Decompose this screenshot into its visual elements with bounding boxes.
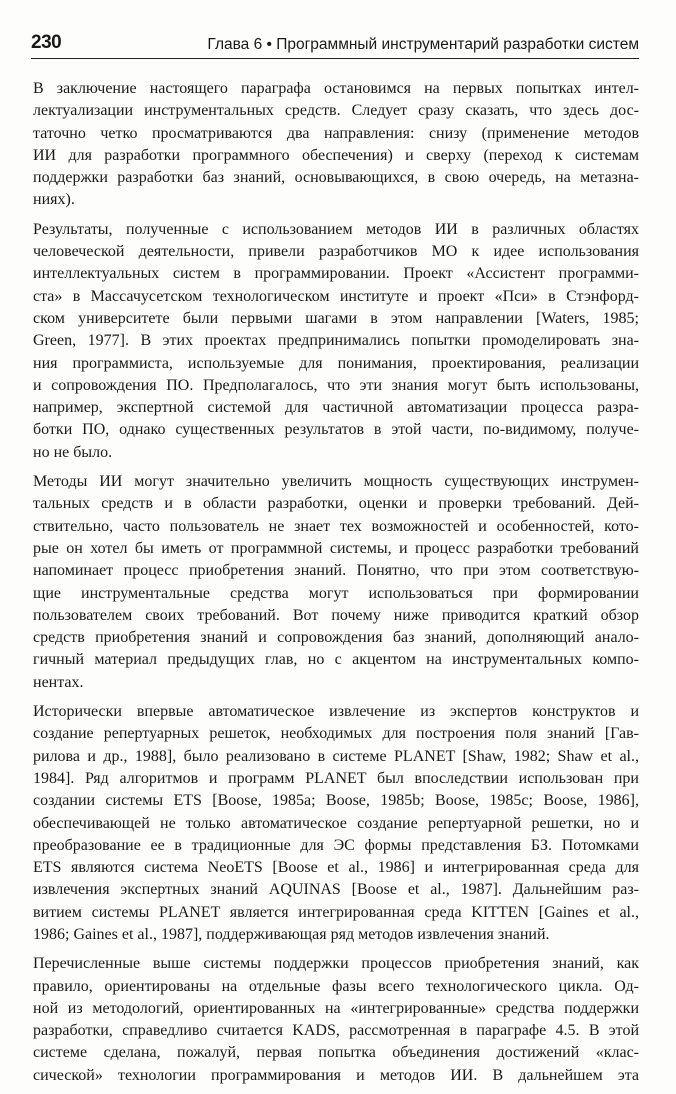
text-line: лектуализации инструментальных средств. Следует сразу сказать, что здесь дос- <box>33 102 639 120</box>
text-line: Результаты, полученные с использованием методов ИИ в различных областях <box>33 220 639 238</box>
text-line: щие инструментальные средства могут использоваться при формировании <box>33 584 639 602</box>
text-line: человеческой деятельности, привели разработчиков МО к идее использования <box>33 243 639 261</box>
text-line: В заключение настоящего параграфа остановимся на первых попытках интел- <box>33 80 639 97</box>
text-line: ИИ для разработки программного обеспечения) и сверху (переход к системам <box>33 146 639 164</box>
text-line: системе сделана, пожалуй, первая попытка объединения достижений «клас- <box>33 1044 639 1062</box>
text-line: напоминает процесс приобретения знаний. Понятно, что при этом соответствую- <box>33 562 639 580</box>
text-line: ния программиста, используемые для понимания, проектирования, реализации <box>33 354 639 372</box>
running-title: Глава 6 • Программный инструментарий разработки систем <box>207 36 639 53</box>
text-line: извлечения экспертных знаний AQUINAS [Boose et al., 1987]. Дальнейшим раз- <box>33 881 639 899</box>
paragraph <box>33 219 639 464</box>
text-line: разработки, справедливо считается KADS, рассмотренная в параграфе 4.5. В этой <box>33 1022 639 1040</box>
text-line: и сопровождения ПО. Предполагалось, что эти знания могут быть использованы, <box>33 376 639 394</box>
text-line: гичный материал предыдущих глав, но с акцентом на инструментальных компо- <box>33 651 639 669</box>
text-line: ETS являются система NeoETS [Boose et al., 1986] и интегрированная среда для <box>33 859 639 877</box>
text-line: преобразование ее в традиционные для ЭС формы представления БЗ. Потомками <box>33 836 639 854</box>
text-line: 1984]. Ряд алгоритмов и программ PLANET был впоследствии использован при <box>33 769 639 787</box>
text-line: правило, ориентированы на отдельные фазы всего технологического цикла. Од- <box>33 977 639 995</box>
paragraph <box>33 471 639 694</box>
text-line: тальных средств и в области разработки, оценки и проверки требований. Дей- <box>33 495 639 513</box>
text-line: рилова и др., 1988], было реализовано в системе PLANET [Shaw, 1982; Shaw et al., <box>33 747 639 765</box>
text-line: 1986; Gaines et al., 1987], поддерживающая ряд методов извлечения знаний. <box>33 925 550 943</box>
text-line: ста» в Массачусетском технологическом институте и проект «Пси» в Стэнфорд- <box>33 287 639 305</box>
text-line: ботки ПО, однако существенных результатов в этой части, по-видимому, получе- <box>33 421 639 439</box>
paragraph <box>33 701 639 946</box>
text-line: Исторически впервые автоматическое извлечение из экспертов конструктов и <box>33 703 639 721</box>
text-line: ниях). <box>33 191 75 209</box>
paragraph <box>33 78 639 212</box>
paragraph <box>33 953 639 1087</box>
text-line: но не было. <box>33 443 113 461</box>
text-line: таточно четко просматриваются два направления: снизу (применение методов <box>33 124 639 142</box>
running-header <box>31 32 639 59</box>
text-line: ствительно, часто пользователь не знает тех возможностей и особенностей, кото- <box>33 517 639 535</box>
text-line: создание репертуарных решеток, необходимых для построения поля знаний [Гав- <box>33 725 639 743</box>
text-line: ной из методологий, ориентированных на «интегрированные» средства поддержки <box>33 999 639 1017</box>
text-line: интеллектуальных систем в программировании. Проект «Ассистент программи- <box>33 265 639 283</box>
text-line: витием системы PLANET является интегрированная среда KITTEN [Gaines et al., <box>33 903 639 921</box>
text-line: Green, 1977]. В этих проектах предпринимались попытки промоделировать зна- <box>33 332 639 350</box>
text-line: создании системы ETS [Boose, 1985a; Boose, 1985b; Boose, 1985c; Boose, 1986], <box>33 792 639 810</box>
page-body <box>33 78 639 1094</box>
text-line: поддержки разработки баз знаний, основывающихся, в свою очередь, на метазна- <box>33 169 639 187</box>
text-line: ском университете были первыми шагами в этом направлении [Waters, 1985; <box>33 309 639 327</box>
text-line: средств приобретения знаний и сопровождения баз знаний, дополняющий анало- <box>33 629 639 647</box>
text-line: рые он хотел бы иметь от программной системы, и процесс разработки требований <box>33 539 639 557</box>
text-line: пользователем своих требований. Вот почему ниже приводится краткий обзор <box>33 606 639 624</box>
text-line: сической» технологии программирования и методов ИИ. В дальнейшем эта <box>33 1066 639 1084</box>
text-line: нентах. <box>33 673 84 691</box>
text-line: Методы ИИ могут значительно увеличить мощность существующих инструмен- <box>33 473 639 491</box>
text-line: Перечисленные выше системы поддержки процессов приобретения знаний, как <box>33 955 639 973</box>
text-line: обеспечивающей не только автоматическое создание репертуарной решетки, но и <box>33 814 639 832</box>
text-line: например, экспертной системой для частичной автоматизации процесса разра- <box>33 399 639 417</box>
page-number: 230 <box>31 32 62 53</box>
